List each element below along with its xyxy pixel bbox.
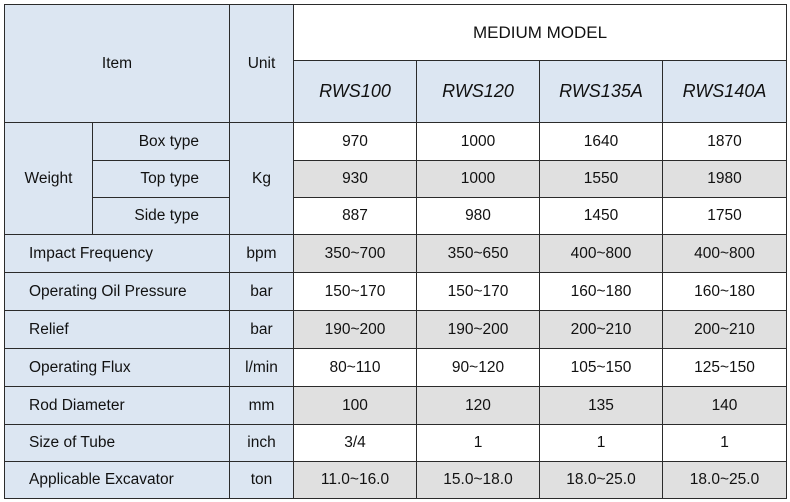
table-row bbox=[5, 161, 787, 198]
spec-table bbox=[4, 4, 787, 499]
table-cell: 400~800 bbox=[540, 235, 663, 273]
table-cell: 970 bbox=[294, 123, 417, 161]
table-row bbox=[5, 387, 787, 425]
table-cell: 90~120 bbox=[417, 349, 540, 387]
table-cell: 930 bbox=[294, 161, 417, 198]
table-cell: 190~200 bbox=[417, 311, 540, 349]
table-cell: 1640 bbox=[540, 123, 663, 161]
table-row bbox=[5, 235, 787, 273]
model-rws100: RWS100 bbox=[294, 61, 417, 123]
table-cell: 1980 bbox=[663, 161, 787, 198]
model-rws140a: RWS140A bbox=[663, 61, 787, 123]
table-cell: 1750 bbox=[663, 198, 787, 235]
table-cell: 15.0~18.0 bbox=[417, 462, 540, 499]
weight-unit: Kg bbox=[230, 123, 294, 235]
row-unit: ton bbox=[230, 462, 294, 499]
table-cell: 3/4 bbox=[294, 425, 417, 462]
model-rws120: RWS120 bbox=[417, 61, 540, 123]
row-label: Operating Flux bbox=[5, 349, 230, 387]
weight-sub-label: Box type bbox=[93, 123, 230, 161]
header-medium-model: MEDIUM MODEL bbox=[294, 5, 787, 61]
row-label: Operating Oil Pressure bbox=[5, 273, 230, 311]
table-cell: 1450 bbox=[540, 198, 663, 235]
table-cell: 140 bbox=[663, 387, 787, 425]
weight-label: Weight bbox=[5, 123, 93, 235]
table-row bbox=[5, 349, 787, 387]
table-cell: 105~150 bbox=[540, 349, 663, 387]
row-unit: mm bbox=[230, 387, 294, 425]
table-row bbox=[5, 462, 787, 499]
header-unit: Unit bbox=[230, 5, 294, 123]
table-cell: 160~180 bbox=[663, 273, 787, 311]
table-cell: 200~210 bbox=[540, 311, 663, 349]
header-item: Item bbox=[5, 5, 230, 123]
table-cell: 135 bbox=[540, 387, 663, 425]
table-cell: 1000 bbox=[417, 123, 540, 161]
weight-sub-label: Top type bbox=[93, 161, 230, 198]
table-row bbox=[5, 273, 787, 311]
row-unit: l/min bbox=[230, 349, 294, 387]
table-cell: 11.0~16.0 bbox=[294, 462, 417, 499]
table-row bbox=[5, 311, 787, 349]
table-row bbox=[5, 425, 787, 462]
table-cell: 1 bbox=[540, 425, 663, 462]
row-unit: bar bbox=[230, 311, 294, 349]
table-cell: 150~170 bbox=[294, 273, 417, 311]
row-label: Rod Diameter bbox=[5, 387, 230, 425]
table-cell: 350~650 bbox=[417, 235, 540, 273]
row-label: Impact Frequency bbox=[5, 235, 230, 273]
table-cell: 1870 bbox=[663, 123, 787, 161]
table-cell: 400~800 bbox=[663, 235, 787, 273]
table-cell: 150~170 bbox=[417, 273, 540, 311]
table-cell: 160~180 bbox=[540, 273, 663, 311]
table-row bbox=[5, 198, 787, 235]
table-cell: 80~110 bbox=[294, 349, 417, 387]
table-cell: 1 bbox=[417, 425, 540, 462]
row-label: Size of Tube bbox=[5, 425, 230, 462]
row-unit: inch bbox=[230, 425, 294, 462]
table-cell: 980 bbox=[417, 198, 540, 235]
row-unit: bar bbox=[230, 273, 294, 311]
table-cell: 125~150 bbox=[663, 349, 787, 387]
table-cell: 200~210 bbox=[663, 311, 787, 349]
table-cell: 18.0~25.0 bbox=[663, 462, 787, 499]
model-rws135a: RWS135A bbox=[540, 61, 663, 123]
table-cell: 190~200 bbox=[294, 311, 417, 349]
table-cell: 887 bbox=[294, 198, 417, 235]
table-cell: 350~700 bbox=[294, 235, 417, 273]
table-cell: 1 bbox=[663, 425, 787, 462]
table-cell: 1000 bbox=[417, 161, 540, 198]
table-cell: 18.0~25.0 bbox=[540, 462, 663, 499]
table-cell: 100 bbox=[294, 387, 417, 425]
table-cell: 1550 bbox=[540, 161, 663, 198]
table-cell: 120 bbox=[417, 387, 540, 425]
row-unit: bpm bbox=[230, 235, 294, 273]
table-row bbox=[5, 123, 787, 161]
row-label: Relief bbox=[5, 311, 230, 349]
row-label: Applicable Excavator bbox=[5, 462, 230, 499]
weight-sub-label: Side type bbox=[93, 198, 230, 235]
